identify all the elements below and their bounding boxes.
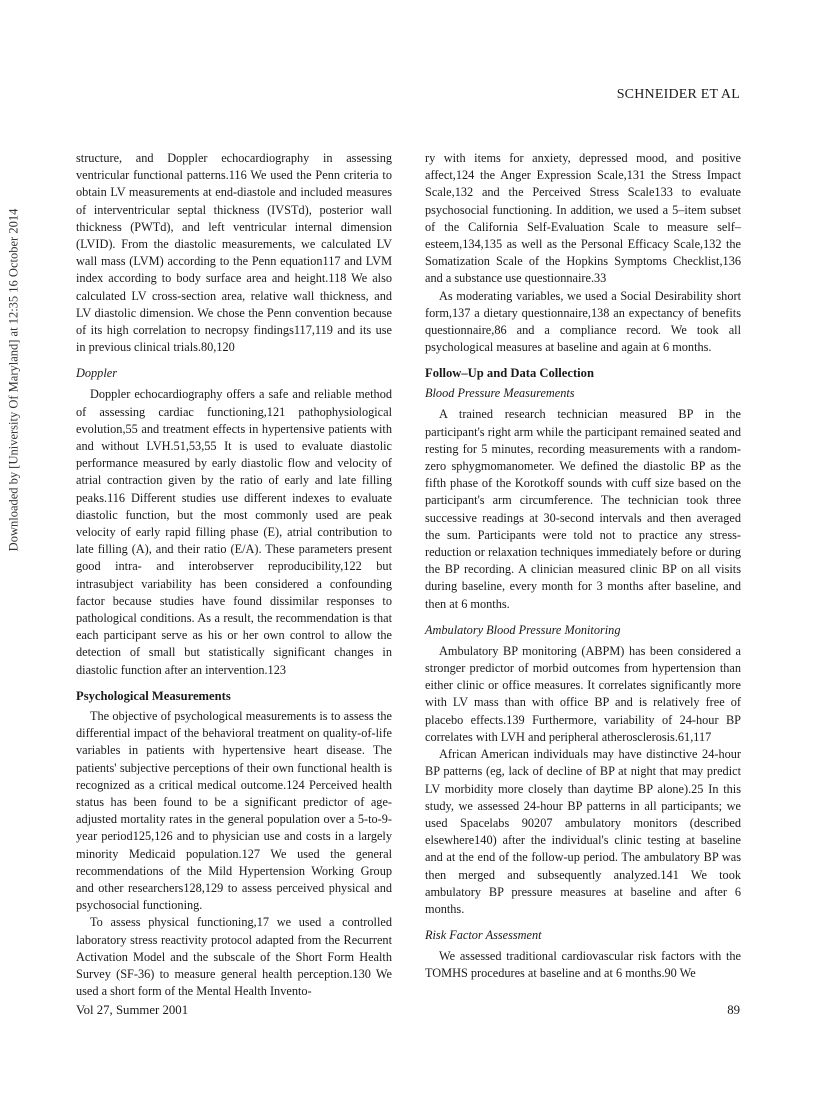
subheading-blood-pressure: Blood Pressure Measurements [425, 386, 575, 401]
section-heading-psychological: Psychological Measurements [76, 688, 231, 703]
left-column [76, 150, 392, 1000]
paragraph: A trained research technician measured BP in the participant's right arm while the participant remained seated and resting for 5 minutes, recording measurements with a random-zero sphygmomanometer. We defined the diastolic BP as the fifth phase of the Korotkoff sounds with cuff size based on the participant's arm circumference. The technician took three successive readings at 30-second intervals and then averaged the sum. Participants were told not to practice any stress-reduction or relaxation techniques immediately before or during the BP recording. A clinician measured clinic BP on all visits during baseline, every month for 3 months after baseline, and then at 6 months. [425, 407, 741, 611]
paragraph: African American individuals may have distinctive 24-hour BP patterns (eg, lack of decline of BP at night that may predict LV morbidity more closely than daytime BP alone).25 In this study, we assessed 24-hour BP patterns in all participants; we used Spacelabs 90207 ambulatory monitors (described elsewhere140) after the individual's clinic testing at baseline and at the end of the follow-up period. The ambulatory BP was then merged and subsequently analyzed.141 We took ambulatory BP pressure measures at baseline and after 6 months. [425, 747, 741, 916]
subheading-ambulatory-bp: Ambulatory Blood Pressure Monitoring [425, 622, 621, 637]
paragraph: structure, and Doppler echocardiography in assessing ventricular functional patterns.116 We used the Penn criteria to obtain LV measurements at end-diastole and included measures of interventricular septal thickness (IVSTd), posterior wall thickness (PWTd), and left ventricular internal dimension (LVID). From the diastolic measurements, we calculated LV wall mass (LVM) according to the Penn equation117 and LVM index according to body surface area and height.118 We also calculated LV cross-section area, relative wall thickness, and LV diastolic dimension. We chose the Penn convention because of its high correlation to necropsy findings117,119 and its use in previous clinical trials.80,120 [76, 151, 392, 355]
subheading-risk-factor: Risk Factor Assessment [425, 928, 542, 943]
download-watermark [4, 208, 24, 552]
paragraph: ry with items for anxiety, depressed mood, and positive affect,124 the Anger Expression Scale,131 the Stress Impact Scale,132 and the Perceived Stress Scale133 to evaluate psychosocial functioning. In addition, we used a 5–item subset of the California Self-Evaluation Scale to measure self–esteem,134,135 as well as the Personal Efficacy Scale,132 the Somatization Scale of the Hopkins Symptoms Checklist,136 and a substance use questionnaire.33 [425, 151, 741, 286]
running-head: SCHNEIDER ET AL [616, 87, 740, 102]
footer-volume: Vol 27, Summer 2001 [76, 1003, 189, 1017]
section-heading-follow-up: Follow–Up and Data Collection [425, 366, 594, 381]
section-heading-doppler: Doppler [76, 366, 117, 381]
paragraph: We assessed traditional cardiovascular risk factors with the TOMHS procedures at baseline and at 6 months.90 We [425, 949, 741, 981]
paragraph: As moderating variables, we used a Social Desirability short form,137 a dietary questionnaire,138 an expectancy of benefits questionnaire,86 and a compliance record. We took all psychological measures at baseline and again at 6 months. [425, 288, 741, 355]
paragraph: Ambulatory BP monitoring (ABPM) has been considered a stronger predictor of morbid outcomes from hypertension than either clinic or office measures. It correlates significantly more with LV mass than with office BP and is relatively free of placebo effects.139 Furthermore, variability of 24-hour BP correlates with LVH and peripheral atherosclerosis.61,117 [425, 643, 741, 744]
paragraph: Doppler echocardiography offers a safe and reliable method of assessing cardiac functioning,121 pathophysiological evolution,55 and treatment effects in hypertensive patients with and without LVH.51,53,55 It is used to evaluate diastolic performance measured by early diastolic flow and velocity of atrial contraction given by the ratio of early and late filling peaks.116 Different studies use different indexes to evaluate diastolic function, but the most commonly used are peak velocity of early rapid filling phase (E), atrial contribution to late filling (A), and their ratio (E/A). These parameters present good intra- and interobserver reproducibility,122 but intrasubject variability has been considered a confounding factor because studies have found dissimilar responses to pathological conditions. As a result, the recommendation is that each participant serve as his or her own control to allow the detection of small but statistically significant changes in diastolic function after an intervention.123 [76, 387, 392, 677]
page-number: 89 [727, 1003, 740, 1017]
paragraph: The objective of psychological measurements is to assess the differential impact of the behavioral treatment on quality-of-life variables in patients with hypertensive heart disease. The patients' subjective perceptions of their own functional health is recognized as a critical medical outcome.124 Perceived health status has been found to be a significant predictor of age-adjusted mortality rates in the general population over a 5-to-9-year period125,126 and to physician use and costs in a largely minority Medicaid population.127 We used the general recommendations of the Mild Hypertension Working Group and other researchers128,129 to assess perceived physical and psychosocial functioning. [76, 708, 392, 913]
paragraph: To assess physical functioning,17 we used a controlled laboratory stress reactivity protocol adapted from the Recurrent Activation Model and the subscale of the Short Form Health Survey (SF-36) to measure general health perception.130 We used a short form of the Mental Health Invento- [76, 915, 392, 999]
right-column [425, 150, 741, 983]
download-watermark-text: Downloaded by [University Of Maryland] at 12:35 16 October 2014 [6, 208, 21, 552]
